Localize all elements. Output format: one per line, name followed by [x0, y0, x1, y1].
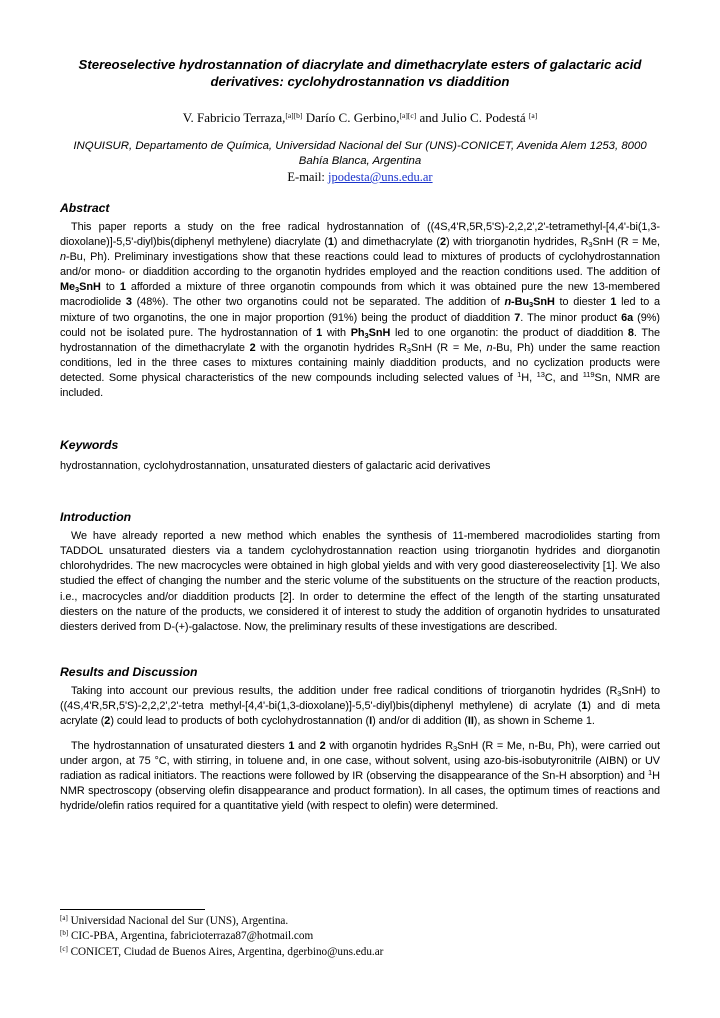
- author-2-affil-marks: [a][c]: [399, 111, 417, 120]
- introduction-heading: Introduction: [60, 510, 132, 525]
- keywords-text: hydrostannation, cyclohydrostannation, unsaturated diesters of galactaric acid derivatives: [60, 460, 491, 473]
- author-line: [60, 110, 660, 126]
- paper-page: [60, 56, 660, 815]
- paper-title: Stereoselective hydrostannation of diacrylate and dimethacrylate esters of galactaric acid derivatives: cyclohydrostannation vs diaddition: [78, 57, 642, 89]
- author-3: and Julio C. Podestá: [419, 110, 526, 125]
- footnote-mark: [c]: [60, 944, 68, 953]
- results-heading: Results and Discussion: [60, 664, 198, 679]
- affiliation: INQUISUR, Departamento de Química, Universidad Nacional del Sur (UNS)-CONICET, Avenida Alem 1253, 8000 Bahía Blanca, Argentina: [73, 140, 647, 167]
- results-paragraph-2: The hydrostannation of unsaturated diesters 1 and 2 with organotin hydrides $R_3SnH$ (R = Me, n-Bu, Ph), were carried out under argon, at 75 °C, with stirring, in toluene and, in one case, without solvent, using azo-bis-isobutyronitrile (AIBN) or UV radiation as radical initiators. The reactions were followed by IR (observing the disappearance of the Sn-H absorption) and $^1$H NMR spectroscopy (observing olefin disappearance and product formation). In all cases, the optimum times of reactions and hydride/olefin ratios required for a quantitative yield (with respect to olefin) were determined.: [60, 740, 660, 813]
- introduction-paragraph: We have already reported a new method which enables the synthesis of 11-membered macrodiolides starting from TADDOL unsaturated diesters via a tandem cyclohydrostannation reaction using triorganotin hydrides and diorganotin chlorohydrides. The new macrocycles were obtained in high global yields and with very good diastereoselectivity [1]. We also studied the effect of changing the number and the steric volume of the substituents on the structure of the reaction products, i.e., macrocycles and/or diaddition products [2]. In order to determine the effect of the length of the starting unsaturated diesters on the nature of the products, we considered it of interest to study the addition of organotin hydrides to unsaturated diesters derived from D-(+)-galactose. Now, the preliminary results of these investigations are described.: [60, 530, 660, 633]
- footnote-separator: [60, 909, 205, 910]
- abstract-heading: Abstract: [60, 201, 110, 215]
- footnote-a: [60, 914, 660, 929]
- footnote-text: Universidad Nacional del Sur (UNS), Argentina.: [70, 915, 289, 927]
- footnote-text: CIC-PBA, Argentina, fabricioterraza87@hotmail.com: [70, 930, 314, 943]
- email-line: [60, 169, 660, 185]
- email-link[interactable]: jpodesta@uns.edu.ar: [328, 170, 433, 184]
- email-label: E-mail:: [287, 170, 325, 184]
- author-3-affil-marks: [a]: [528, 111, 538, 120]
- footnote-b: [60, 929, 660, 944]
- footnote-mark: [a]: [60, 914, 68, 922]
- author-1: V. Fabricio Terraza,: [182, 110, 286, 125]
- author-1-affil-marks: [a][b]: [285, 111, 303, 120]
- footnotes: [60, 914, 660, 960]
- results-paragraph-1: Taking into account our previous results, the addition under free radical conditions of triorganotin hydrides $(R_3SnH)$ to ((4S,4'R,5R,5'S)-2,2,2',2'-tetra methyl-[4,4'-bi(1,3-dioxolane)]-5,5'-diyl)bis(diphenyl methylene) di acrylate (1) and di meta acrylate (2) could lead to products of both cyclohydrostannation (I) and/or di addition (II), as shown in Scheme 1.: [60, 684, 661, 727]
- abstract-paragraph: This paper reports a study on the free radical hydrostannation of ((4S,4'R,5R,5'S)-2,2,2',2'-tetramethyl-[4,4'-bi(1,3-dioxolane)]-5,5'-diyl)bis(diphenyl methylene) diacrylate (1) and dimethacrylate (2) with triorganotin hydrides, $R_3SnH$ (R = Me, n-Bu, Ph). Preliminary investigations show that these reactions could lead to mixtures of products of cyclohydrostannation and/or mono- or diaddition according to the organotin hydrides employed and the reaction conditions used. The addition of $Me_3SnH$ to 1 afforded a mixture of three organotin compounds from which it was obtained pure the new 13-membered macrodiolide 3 (48%). The other two organotins could not be separated. The addition of $n-Bu_3SnH$ to diester 1 led to a mixture of two organotins, the one in major proportion (91%) being the product of diaddition 7. The minor product 6a (9%) could not be isolated pure. The hydrostannation of 1 with $Ph_3SnH$ led to one organotin: the product of diaddition 8. The hydrostannation of the dimethacrylate 2 with the organotin hydrides $R_3SnH$ (R = Me, n-Bu, Ph) under the same reaction conditions, led in the three cases to mixtures containing mainly diaddition products, and no cyclization products were detected. Some physical characteristics of the new compounds including selected values of $^1$H, $^{13}$C, and $^{119}$Sn, NMR are included.: [60, 221, 661, 400]
- keywords-heading: Keywords: [60, 438, 119, 453]
- footnote-mark: [b]: [60, 929, 69, 938]
- footnote-c: [60, 945, 660, 960]
- author-2: Darío C. Gerbino,: [305, 110, 400, 125]
- footnote-text: CONICET, Ciudad de Buenos Aires, Argentina, dgerbino@uns.edu.ar: [70, 945, 384, 958]
